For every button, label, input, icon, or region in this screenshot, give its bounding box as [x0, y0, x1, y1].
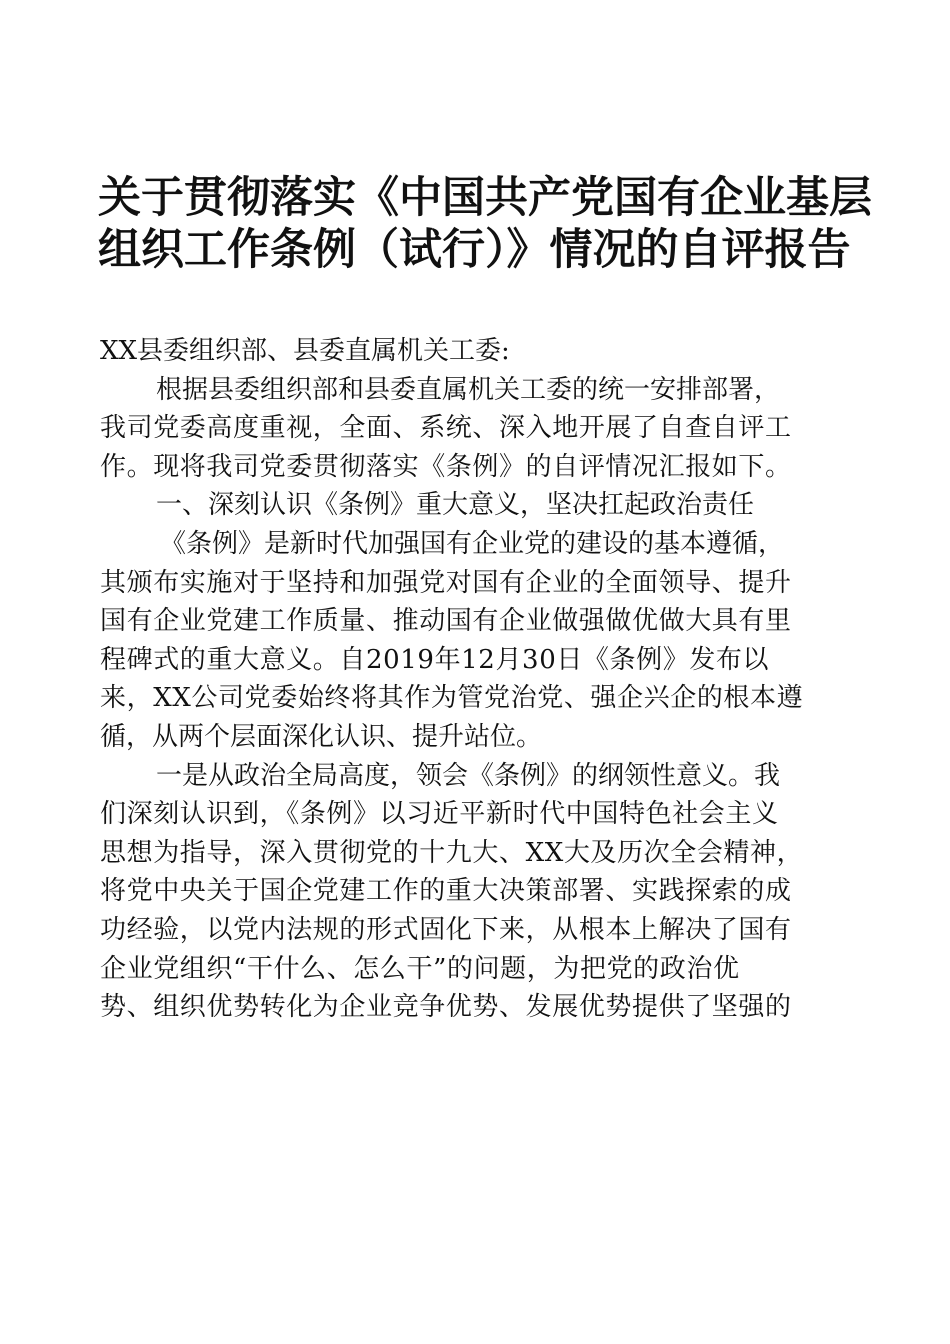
paragraph-2-line-6: 企业党组织“干什么、怎么干”的问题，为把党的政治优	[100, 953, 740, 984]
document-title	[98, 172, 872, 276]
paragraph-2-line-3: 思想为指导，深入贯彻党的十九大、XX大及历次全会精神，	[100, 837, 804, 868]
paragraph-2-line-2: 们深刻认识到，《条例》以习近平新时代中国特色社会主义	[100, 799, 779, 830]
paragraph-1-line-4: 程碑式的重大意义。自2019年12月30日《条例》发布以	[100, 644, 770, 675]
paragraph-intro-line-2: 我司党委高度重视，全面、系统、深入地开展了自查自评工	[100, 413, 792, 444]
title-line-2: 组织工作条例（试行）》情况的自评报告	[98, 225, 851, 275]
paragraph-1-line-6: 循，从两个层面深化认识、提升站位。	[100, 721, 543, 752]
paragraph-1-line-2: 其颁布实施对于坚持和加强党对国有企业的全面领导、提升	[100, 567, 792, 598]
paragraph-intro-line-1: 根据县委组织部和县委直属机关工委的统一安排部署，	[156, 374, 781, 405]
paragraph-1-line-5: 来，XX公司党委始终将其作为管党治党、强企兴企的根本遵	[100, 683, 804, 714]
document-body	[100, 332, 852, 1027]
salutation: XX县委组织部、县委直属机关工委:	[100, 336, 510, 366]
title-line-1: 关于贯彻落实《中国共产党国有企业基层	[98, 173, 872, 223]
section-heading-1: 一、深刻认识《条例》重大意义，坚决扛起政治责任	[156, 490, 755, 521]
paragraph-2-line-4: 将党中央关于国企党建工作的重大决策部署、实践探索的成	[100, 876, 792, 907]
paragraph-1-line-3: 国有企业党建工作质量、推动国有企业做强做优做大具有里	[100, 606, 792, 637]
paragraph-intro-line-3: 作。现将我司党委贯彻落实《条例》的自评情况汇报如下。	[100, 451, 792, 482]
paragraph-2-line-1: 一是从政治全局高度，领会《条例》的纲领性意义。我	[156, 760, 781, 791]
paragraph-1-line-1: 《条例》是新时代加强国有企业党的建设的基本遵循，	[160, 528, 785, 559]
paragraph-2-line-7: 势、组织优势转化为企业竞争优势、发展优势提供了坚强的	[100, 992, 792, 1023]
paragraph-2-line-5: 功经验，以党内法规的形式固化下来，从根本上解决了国有	[100, 914, 792, 945]
